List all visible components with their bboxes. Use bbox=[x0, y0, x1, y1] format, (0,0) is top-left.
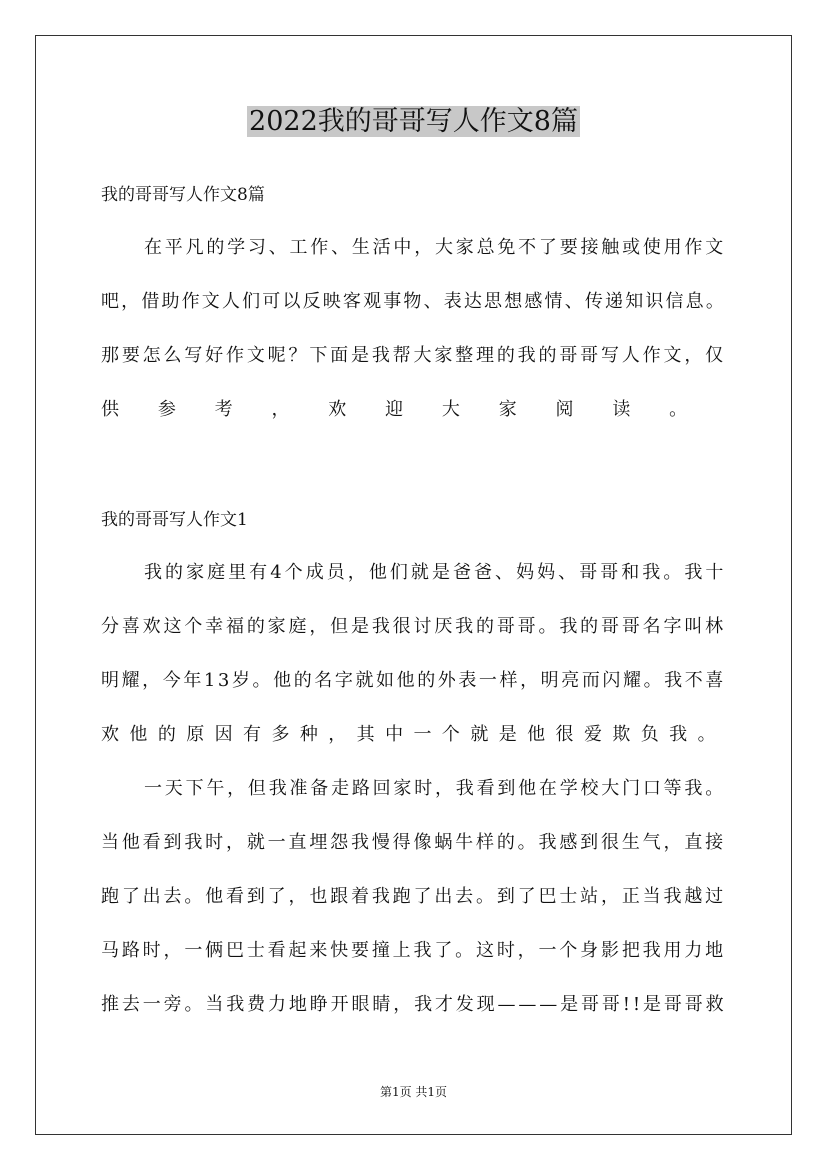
essay-line: 欢他的原因有多种，其中一个就是他很爱欺负我。 bbox=[101, 724, 726, 745]
intro-line: 供参考，欢迎大家阅读。 bbox=[101, 399, 726, 420]
essay-line: 分喜欢这个幸福的家庭，但是我很讨厌我的哥哥。我的哥哥名字叫林 bbox=[101, 616, 726, 637]
intro-line: 那要怎么写好作文呢？下面是我帮大家整理的我的哥哥写人作文，仅 bbox=[101, 345, 726, 366]
essay-heading: 我的哥哥写人作文1 bbox=[101, 510, 248, 530]
essay-line: 明耀，今年13岁。他的名字就如他的外表一样，明亮而闪耀。我不喜 bbox=[101, 670, 726, 691]
page-number-footer: 第1页 共1页 bbox=[379, 1085, 448, 1099]
essay-line: 我的家庭里有4个成员，他们就是爸爸、妈妈、哥哥和我。我十 bbox=[144, 562, 727, 583]
intro-line: 吧，借助作文人们可以反映客观事物、表达思想感情、传递知识信息。 bbox=[101, 291, 726, 312]
essay-line: 马路时，一俩巴士看起来快要撞上我了。这时，一个身影把我用力地 bbox=[101, 940, 726, 961]
essay-line: 当他看到我时，就一直埋怨我慢得像蜗牛样的。我感到很生气，直接 bbox=[101, 832, 726, 853]
essay-line: 一天下午，但我准备走路回家时，我看到他在学校大门口等我。 bbox=[144, 778, 726, 799]
document-title bbox=[0, 104, 827, 140]
document-title-text: 2022我的哥哥写人作文8篇 bbox=[249, 106, 578, 137]
intro-line: 在平凡的学习、工作、生活中，大家总免不了要接触或使用作文 bbox=[144, 237, 726, 258]
document-subtitle: 我的哥哥写人作文8篇 bbox=[101, 185, 265, 205]
essay-line: 推去一旁。当我费力地睁开眼睛，我才发现———是哥哥!!是哥哥救 bbox=[101, 994, 727, 1015]
essay-line: 跑了出去。他看到了，也跟着我跑了出去。到了巴士站，正当我越过 bbox=[101, 886, 726, 907]
